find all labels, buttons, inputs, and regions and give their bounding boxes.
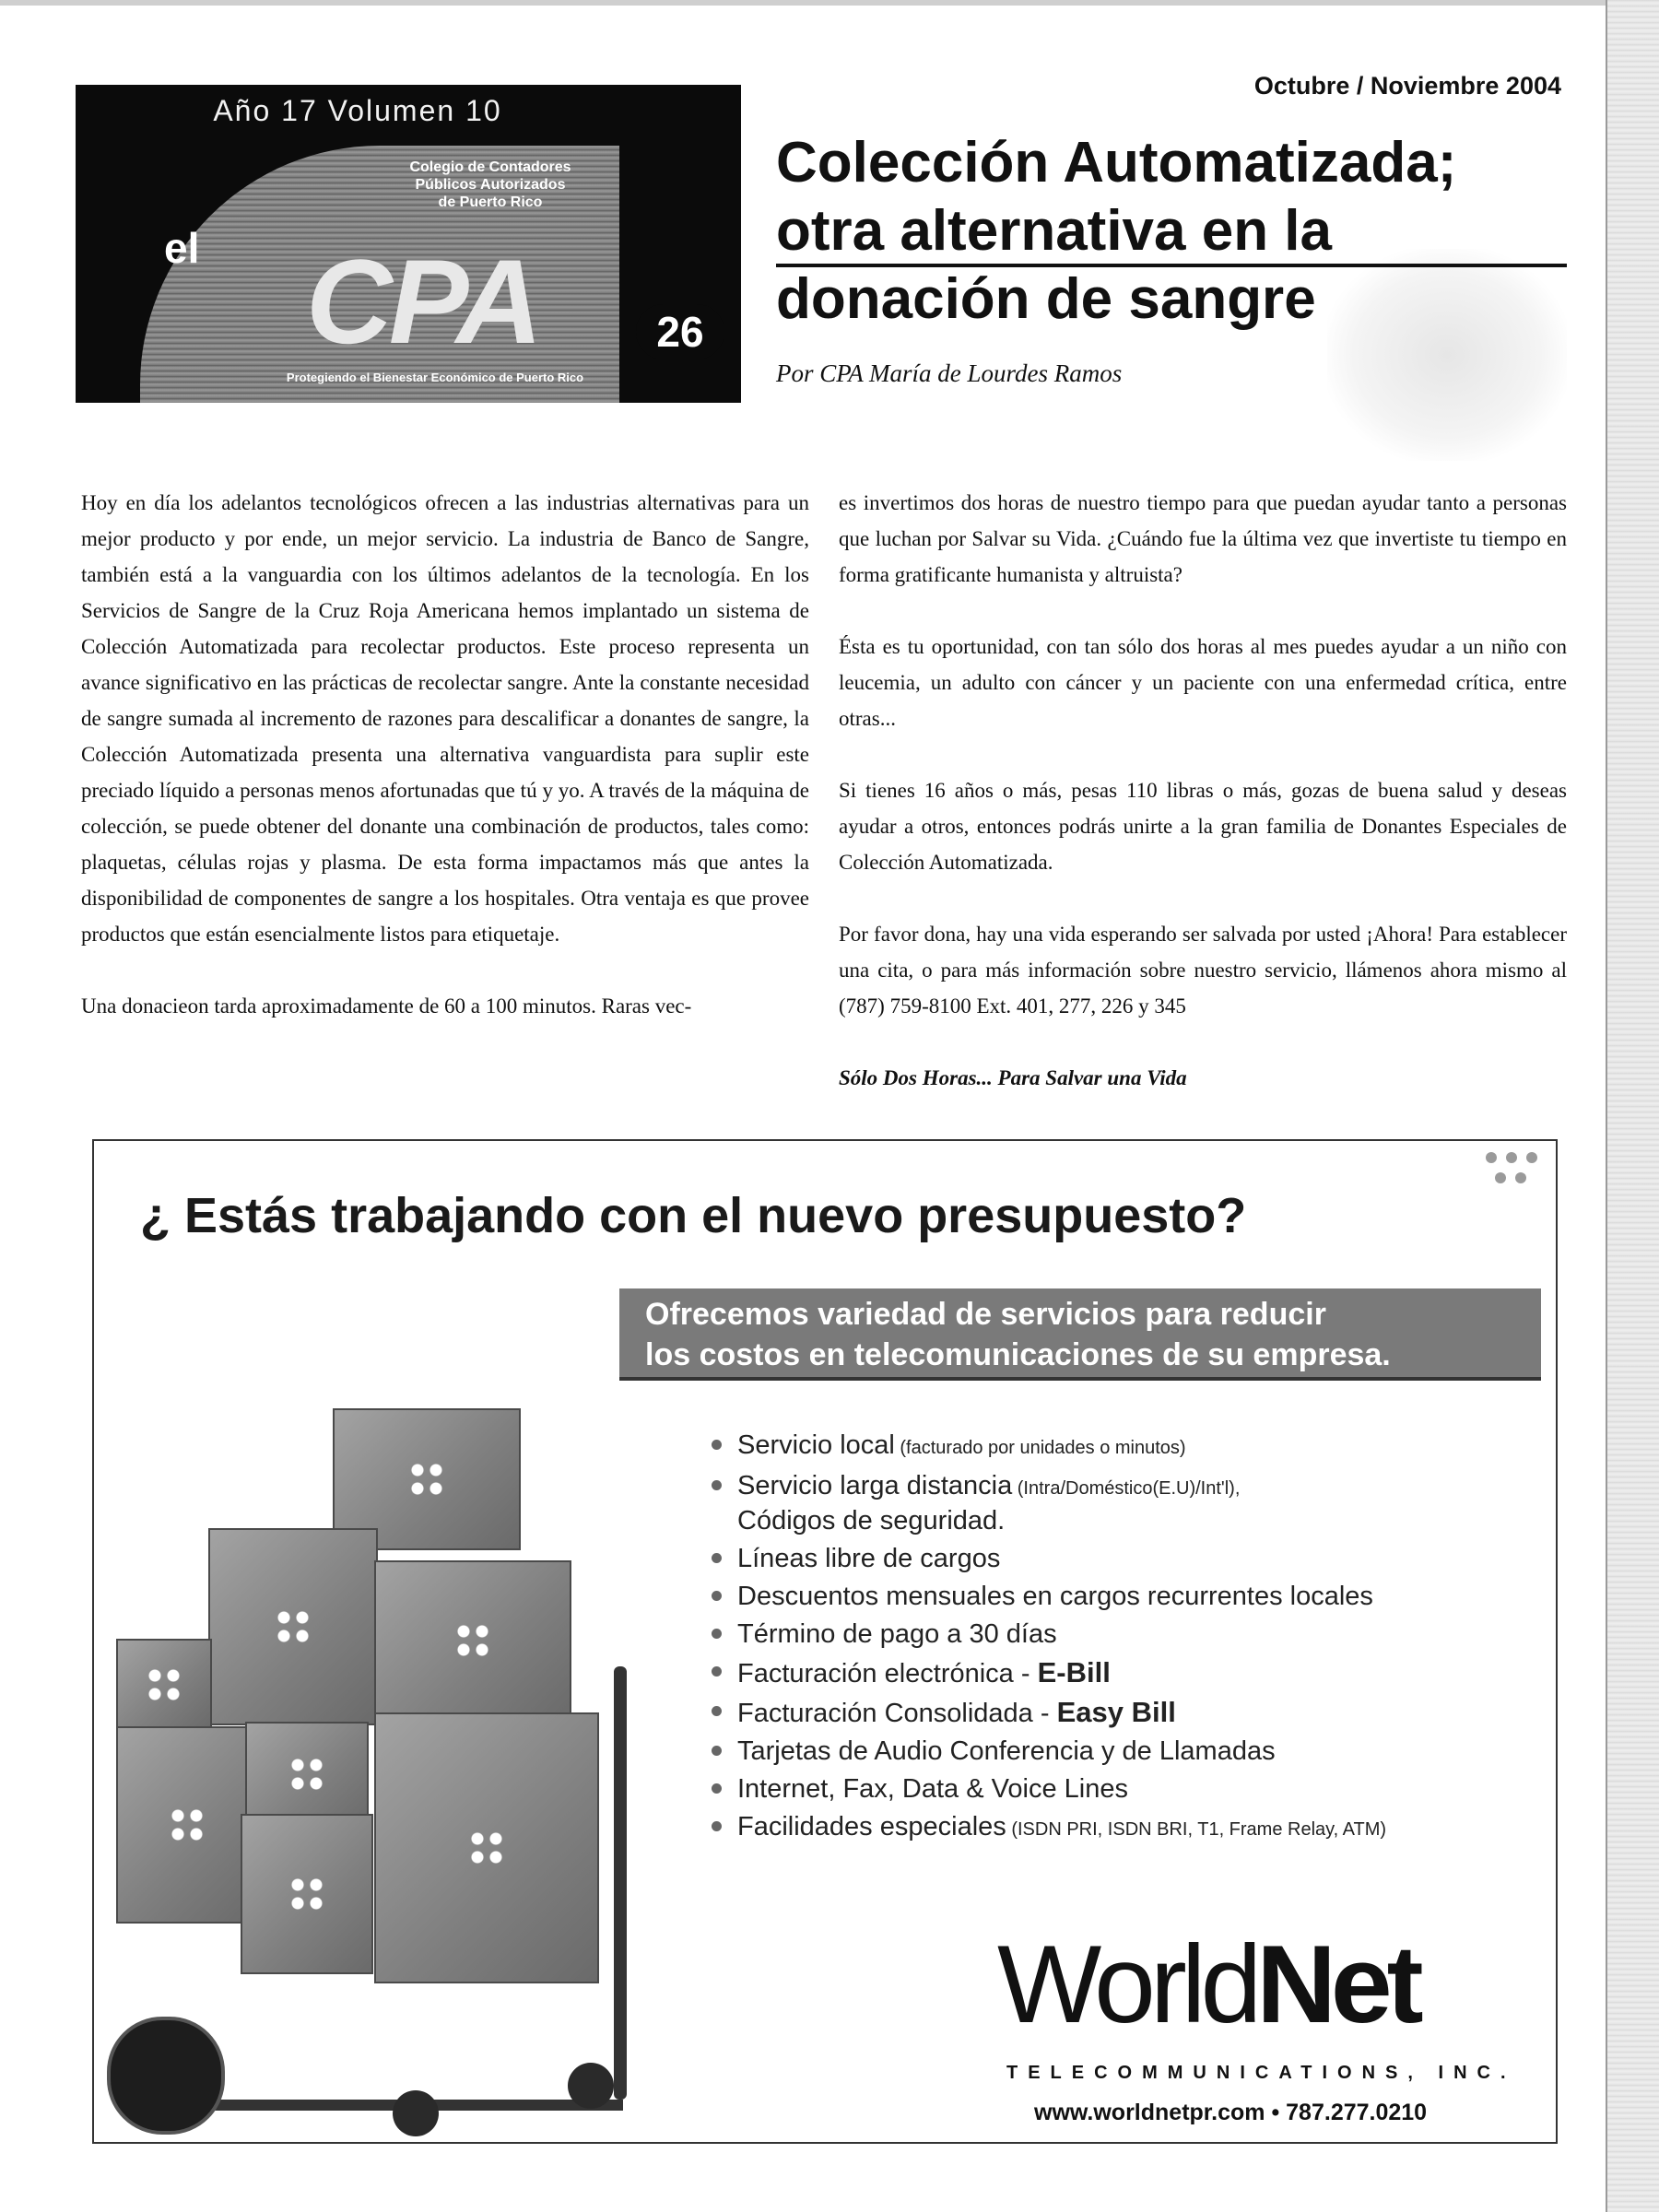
org-line: de Puerto Rico	[438, 194, 543, 210]
list-item: Internet, Fax, Data & Voice Lines	[712, 1771, 1541, 1808]
list-item: Descuentos mensuales en cargos recurrentes locales	[712, 1578, 1541, 1616]
issue-date: Octubre / Noviembre 2004	[1253, 72, 1561, 100]
cart-caster	[568, 2063, 614, 2109]
list-item: Servicio local (facturado por unidades o minutos)	[712, 1427, 1541, 1467]
ad-banner	[619, 1288, 1541, 1381]
box	[241, 1814, 373, 1974]
paragraph: Ésta es tu oportunidad, con tan sólo dos horas al mes puedes ayudar a un niño con leucemia, un adulto con cáncer y un paciente con una enfermedad crítica, entre otras...	[839, 635, 1567, 730]
box	[245, 1722, 369, 1827]
article-column-right	[839, 485, 1567, 1096]
byline: Por CPA María de Lourdes Ramos	[776, 359, 1123, 387]
brand-subtitle: TELECOMMUNICATIONS, INC.	[1006, 2063, 1516, 2083]
list-item: Facturación electrónica - E-Bill	[712, 1653, 1541, 1693]
title-line: donación de sangre	[776, 267, 1316, 331]
worldnet-logo	[997, 1923, 1418, 2046]
title-rule	[776, 264, 1567, 267]
org-line: Colegio de Contadores	[409, 159, 571, 175]
worldnet-advertisement	[92, 1139, 1558, 2144]
logo-slogan: Protegiendo el Bienestar Económico de Puerto Rico	[286, 371, 584, 384]
page-number-badge: 26	[636, 304, 724, 359]
scan-top-edge	[0, 0, 1659, 6]
article-title	[776, 129, 1569, 334]
scan-margin	[1607, 0, 1659, 2212]
box	[374, 1712, 599, 1983]
services-list	[712, 1427, 1541, 1849]
masthead-logo	[76, 85, 741, 403]
title-line: otra alternativa en la	[776, 199, 1333, 263]
logo-prefix: el	[164, 224, 200, 272]
brand-part: World	[997, 1923, 1257, 2046]
issue-label: Año 17 Volumen 10	[213, 94, 502, 127]
list-item: Facilidades especiales (ISDN PRI, ISDN BRI, T1, Frame Relay, ATM)	[712, 1808, 1541, 1849]
list-item: Facturación Consolidada - Easy Bill	[712, 1693, 1541, 1733]
boxes-cart-illustration	[98, 1381, 688, 2136]
paragraph: Una donacieon tarda aproximadamente de 60 a 100 minutos. Raras vec-	[81, 994, 692, 1018]
paragraph: es invertimos dos horas de nuestro tiempo para que puedan ayudar tanto a personas que luchan por Salvar su Vida. ¿Cuándo fue la última vez que invertiste tu tiempo en forma gratificante humanista y altruista?	[839, 491, 1567, 586]
ad-headline: ¿ Estás trabajando con el nuevo presupuesto?	[140, 1188, 1247, 1243]
paragraph: Hoy en día los adelantos tecnológicos ofrecen a las industrias alternativas para un mejor producto y por ende, un mejor servicio. La industria de Banco de Sangre, también está a la vanguardia con los últimos adelantos de la tecnología. En los Servicios de Sangre de la Cruz Roja Americana hemos implantado un sistema de Colección Automatizada para recolectar productos. Este proceso representa un avance significativo en las prácticas de recolectar sangre. Ante la constante necesidad de sangre sumada al incremento de razones para descalificar a donantes de sangre, la Colección Automatizada presenta una alternativa vanguardista para suplir este preciado líquido a personas menos afortunadas que tú y yo. A través de la máquina de colección, se puede obtener del donante una combinación de productos, tales como: plaquetas, células rojas y plasma. De esta forma impactamos más que antes la disponibilidad de componentes de sangre a los hospitales. Otra ventaja es que provee productos que están esencialmente listos para etiquetaje.	[81, 491, 809, 946]
brand-contact	[1034, 2100, 1427, 2126]
cart-caster	[393, 2090, 439, 2136]
phone-number: 787.277.0210	[1286, 2100, 1428, 2125]
list-item: Tarjetas de Audio Conferencia y de Llamadas	[712, 1733, 1541, 1771]
separator-dot: •	[1271, 2100, 1287, 2125]
box	[208, 1528, 378, 1725]
article-tagline: Sólo Dos Horas... Para Salvar una Vida	[839, 1066, 1187, 1089]
org-line: Públicos Autorizados	[415, 177, 566, 193]
paragraph: Por favor dona, hay una vida esperando ser salvada por usted ¡Ahora! Para establecer una cita, o para más información sobre nuestro servicio, llámenos ahora mismo al (787) 759-8100 Ext. 401, 277, 226 y 345	[839, 923, 1567, 1018]
cart-handle	[614, 1666, 627, 2100]
list-item: Servicio larga distancia (Intra/Doméstico(E.U)/Int'l),	[712, 1467, 1541, 1508]
box	[116, 1726, 258, 1924]
article-column-left	[81, 485, 809, 1024]
list-item: Líneas libre de cargos	[712, 1540, 1541, 1578]
title-line: Colección Automatizada;	[776, 131, 1457, 194]
logo-wordmark: CPA	[306, 234, 539, 369]
decorative-dots	[1482, 1152, 1547, 1198]
list-item: Códigos de seguridad.	[737, 1506, 1006, 1535]
banner-line: los costos en telecomunicaciones de su empresa.	[645, 1337, 1391, 1372]
org-name	[352, 159, 629, 211]
brand-part: Net	[1256, 1923, 1418, 2046]
box	[374, 1560, 571, 1721]
box	[116, 1639, 212, 1730]
cart-wheel	[107, 2017, 225, 2135]
paragraph: Si tienes 16 años o más, pesas 110 libras o más, gozas de buena salud y deseas ayudar a otros, entonces podrás unirte a la gran familia de Donantes Especiales de Colección Automatizada.	[839, 779, 1567, 874]
website-link[interactable]: www.worldnetpr.com	[1034, 2100, 1265, 2125]
list-item: Término de pago a 30 días	[712, 1616, 1541, 1653]
banner-line: Ofrecemos variedad de servicios para reducir	[645, 1297, 1326, 1332]
